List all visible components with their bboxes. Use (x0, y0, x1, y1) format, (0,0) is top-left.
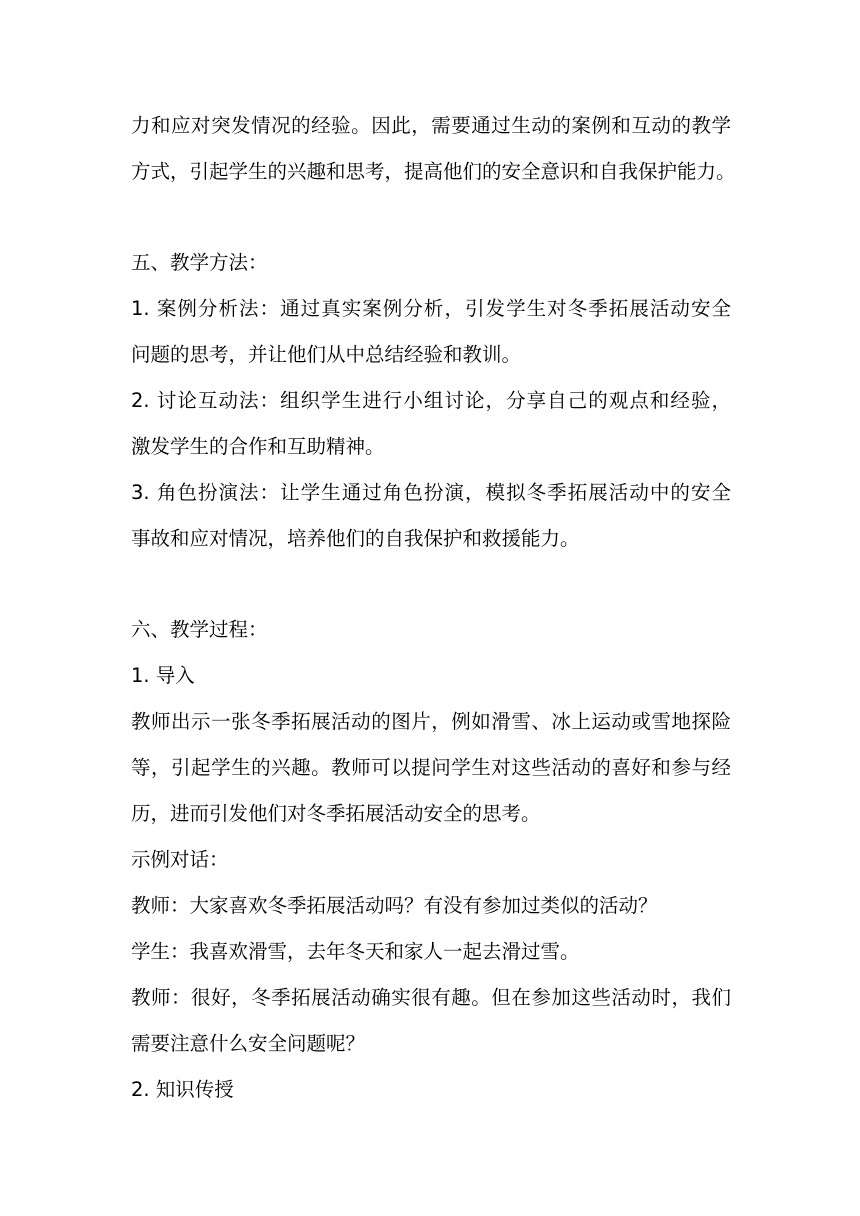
step-title: 1. 导入 (131, 664, 195, 687)
dialog-line: 学生：我喜欢滑雪，去年冬天和家人一起去滑过雪。 (131, 940, 580, 963)
document-body (131, 103, 736, 1113)
paragraph-line: 力和应对突发情况的经验。因此，需要通过生动的案例和互动的教学 (131, 114, 731, 137)
section-heading: 五、教学方法： (131, 251, 268, 274)
paragraph-gap (131, 195, 731, 240)
list-item-line: 问题的思考，并让他们从中总结经验和教训。 (131, 343, 522, 366)
list-item-line: 3. 角色扮演法：让学生通过角色扮演，模拟冬季拓展活动中的安全 (131, 481, 731, 504)
paragraph-line: 教师出示一张冬季拓展活动的图片，例如滑雪、冰上运动或雪地探险 (131, 710, 731, 733)
dialog-line: 教师：很好，冬季拓展活动确实很有趣。但在参加这些活动时，我们 (131, 986, 731, 1009)
dialog-line: 需要注意什么安全问题呢？ (131, 1032, 366, 1055)
paragraph-gap (131, 562, 731, 607)
paragraph-line: 等，引起学生的兴趣。教师可以提问学生对这些活动的喜好和参与经 (131, 756, 731, 779)
list-item-line: 1. 案例分析法：通过真实案例分析，引发学生对冬季拓展活动安全 (131, 297, 731, 320)
list-item-line: 激发学生的合作和互助精神。 (131, 435, 385, 458)
paragraph-line: 历，进而引发他们对冬季拓展活动安全的思考。 (131, 802, 541, 825)
dialog-line: 教师：大家喜欢冬季拓展活动吗？有没有参加过类似的活动？ (131, 894, 658, 917)
section-heading: 六、教学过程： (131, 618, 268, 641)
paragraph-line: 方式，引起学生的兴趣和思考，提高他们的安全意识和自我保护能力。 (131, 160, 736, 183)
list-item-line: 事故和应对情况，培养他们的自我保护和救援能力。 (131, 527, 580, 550)
list-item-line: 2. 讨论互动法：组织学生进行小组讨论，分享自己的观点和经验， (131, 389, 731, 412)
dialog-label: 示例对话： (131, 848, 229, 871)
step-title: 2. 知识传授 (131, 1078, 234, 1101)
